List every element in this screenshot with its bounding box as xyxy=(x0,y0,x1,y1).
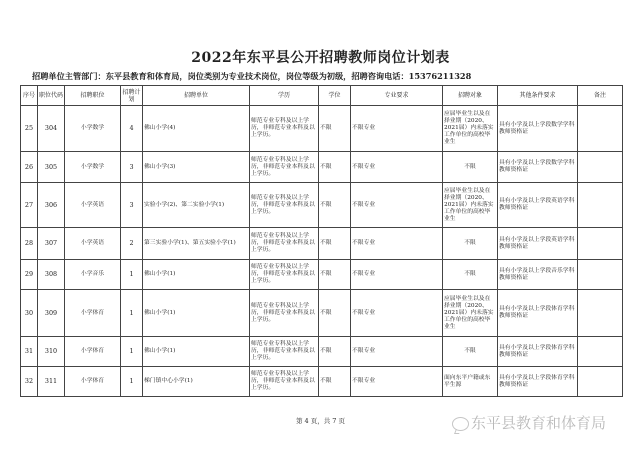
cell-remarks xyxy=(578,228,623,260)
cell-plan: 3 xyxy=(121,152,143,183)
cell-unit: 第三实验小学(1)、第五实验小学(1) xyxy=(143,228,250,260)
cell-code: 304 xyxy=(38,106,65,152)
cell-other: 具有小学及以上学段体育学科教师资格证 xyxy=(498,337,578,367)
header-education: 学历 xyxy=(250,86,319,106)
cell-remarks xyxy=(578,260,623,290)
cell-remarks xyxy=(578,367,623,397)
cell-seq: 32 xyxy=(21,367,38,397)
cell-major: 不限专业 xyxy=(351,183,443,228)
cell-degree: 不限 xyxy=(319,152,351,183)
cell-target: 应届毕业生以及在择业期（2020、2021届）内未落实工作单位的高校毕业生 xyxy=(443,290,498,337)
header-other: 其他条件要求 xyxy=(498,86,578,106)
header-code: 职位代码 xyxy=(38,86,65,106)
cell-education: 师范专业专科及以上学历，非师范专业本科及以上学历。 xyxy=(250,152,319,183)
cell-plan: 1 xyxy=(121,367,143,397)
wechat-bubble-icon xyxy=(452,417,469,431)
header-major: 专业要求 xyxy=(351,86,443,106)
cell-other: 具有小学及以上学段音乐学科教师资格证 xyxy=(498,260,578,290)
cell-position: 小学体育 xyxy=(65,367,121,397)
header-plan: 招聘计划 xyxy=(121,86,143,106)
cell-degree: 不限 xyxy=(319,260,351,290)
watermark xyxy=(452,412,606,433)
table-row xyxy=(21,152,623,183)
table-row xyxy=(21,290,623,337)
cell-degree: 不限 xyxy=(319,337,351,367)
cell-degree: 不限 xyxy=(319,290,351,337)
cell-target: 应届毕业生以及在择业期（2020、2021届）内未落实工作单位的高校毕业生 xyxy=(443,183,498,228)
header-unit: 招聘单位 xyxy=(143,86,250,106)
cell-degree: 不限 xyxy=(319,367,351,397)
cell-degree: 不限 xyxy=(319,228,351,260)
table-row xyxy=(21,183,623,228)
header-position: 招聘职位 xyxy=(65,86,121,106)
cell-position: 小学体育 xyxy=(65,337,121,367)
cell-unit: 佛山小学(1) xyxy=(143,290,250,337)
cell-education: 师范专业专科及以上学历，非师范专业本科及以上学历。 xyxy=(250,290,319,337)
cell-major: 不限专业 xyxy=(351,290,443,337)
header-seq: 序号 xyxy=(21,86,38,106)
cell-target: 不限 xyxy=(443,260,498,290)
cell-target: 不限 xyxy=(443,152,498,183)
cell-major: 不限专业 xyxy=(351,260,443,290)
table-header-row xyxy=(21,86,623,106)
cell-education: 师范专业专科及以上学历，非师范专业本科及以上学历。 xyxy=(250,260,319,290)
table-row xyxy=(21,367,623,397)
cell-position: 小学数学 xyxy=(65,106,121,152)
cell-code: 306 xyxy=(38,183,65,228)
cell-major: 不限专业 xyxy=(351,228,443,260)
cell-seq: 26 xyxy=(21,152,38,183)
cell-position: 小学数学 xyxy=(65,152,121,183)
cell-code: 307 xyxy=(38,228,65,260)
cell-target: 不限 xyxy=(443,337,498,367)
cell-plan: 1 xyxy=(121,290,143,337)
cell-seq: 28 xyxy=(21,228,38,260)
cell-target: 面向东平户籍或东平生源 xyxy=(443,367,498,397)
cell-education: 师范专业专科及以上学历，非师范专业本科及以上学历。 xyxy=(250,106,319,152)
cell-unit: 佛山小学(3) xyxy=(143,152,250,183)
cell-target: 应届毕业生以及在择业期（2020、2021届）内未落实工作单位的高校毕业生 xyxy=(443,106,498,152)
table-row xyxy=(21,106,623,152)
cell-plan: 3 xyxy=(121,183,143,228)
cell-degree: 不限 xyxy=(319,183,351,228)
cell-seq: 30 xyxy=(21,290,38,337)
table-row xyxy=(21,337,623,367)
cell-unit: 佛山小学(4) xyxy=(143,106,250,152)
cell-code: 305 xyxy=(38,152,65,183)
header-target: 招聘对象 xyxy=(443,86,498,106)
cell-target: 不限 xyxy=(443,228,498,260)
cell-education: 师范专业专科及以上学历，非师范专业本科及以上学历。 xyxy=(250,228,319,260)
page-number: 第 4 页，共 7 页 xyxy=(295,417,346,425)
cell-seq: 31 xyxy=(21,337,38,367)
cell-position: 小学音乐 xyxy=(65,260,121,290)
cell-major: 不限专业 xyxy=(351,337,443,367)
cell-unit: 实验小学(2)、第二实验小学(1) xyxy=(143,183,250,228)
cell-education: 师范专业专科及以上学历，非师范专业本科及以上学历。 xyxy=(250,183,319,228)
cell-remarks xyxy=(578,337,623,367)
cell-unit: 梯门镇中心小学(1) xyxy=(143,367,250,397)
header-degree: 学位 xyxy=(319,86,351,106)
watermark-text: 东平县教育和体育局 xyxy=(471,414,607,432)
cell-other: 具有小学及以上学段数学学科教师资格证 xyxy=(498,106,578,152)
cell-education: 师范专业专科及以上学历，非师范专业本科及以上学历。 xyxy=(250,367,319,397)
cell-code: 310 xyxy=(38,337,65,367)
cell-position: 小学英语 xyxy=(65,183,121,228)
cell-major: 不限专业 xyxy=(351,367,443,397)
cell-plan: 4 xyxy=(121,106,143,152)
cell-major: 不限专业 xyxy=(351,106,443,152)
cell-remarks xyxy=(578,106,623,152)
cell-plan: 1 xyxy=(121,337,143,367)
cell-seq: 29 xyxy=(21,260,38,290)
cell-other: 具有小学及以上学段数学学科教师资格证 xyxy=(498,152,578,183)
cell-plan: 1 xyxy=(121,260,143,290)
cell-seq: 25 xyxy=(21,106,38,152)
cell-unit: 佛山小学(1) xyxy=(143,337,250,367)
recruitment-table xyxy=(20,85,623,397)
recruitment-info-line: 招聘单位主管部门：东平县教育和体育局，岗位类别为专业技术岗位，岗位等级为初级，招聘咨询电话：15376211328 xyxy=(32,71,472,81)
cell-education: 师范专业专科及以上学历，非师范专业本科及以上学历。 xyxy=(250,337,319,367)
cell-remarks xyxy=(578,183,623,228)
cell-unit: 佛山小学(1) xyxy=(143,260,250,290)
cell-code: 308 xyxy=(38,260,65,290)
cell-position: 小学英语 xyxy=(65,228,121,260)
table-row xyxy=(21,228,623,260)
cell-code: 309 xyxy=(38,290,65,337)
cell-plan: 2 xyxy=(121,228,143,260)
cell-seq: 27 xyxy=(21,183,38,228)
cell-other: 具有小学及以上学段英语学科教师资格证 xyxy=(498,228,578,260)
cell-remarks xyxy=(578,152,623,183)
cell-code: 311 xyxy=(38,367,65,397)
cell-position: 小学体育 xyxy=(65,290,121,337)
cell-other: 具有小学及以上学段英语学科教师资格证 xyxy=(498,183,578,228)
cell-degree: 不限 xyxy=(319,106,351,152)
cell-other: 具有小学及以上学段体育学科教师资格证 xyxy=(498,367,578,397)
table-row xyxy=(21,260,623,290)
header-remarks: 备注 xyxy=(578,86,623,106)
page-title: 2022年东平县公开招聘教师岗位计划表 xyxy=(191,50,450,66)
cell-remarks xyxy=(578,290,623,337)
cell-major: 不限专业 xyxy=(351,152,443,183)
cell-other: 具有小学及以上学段体育学科教师资格证 xyxy=(498,290,578,337)
